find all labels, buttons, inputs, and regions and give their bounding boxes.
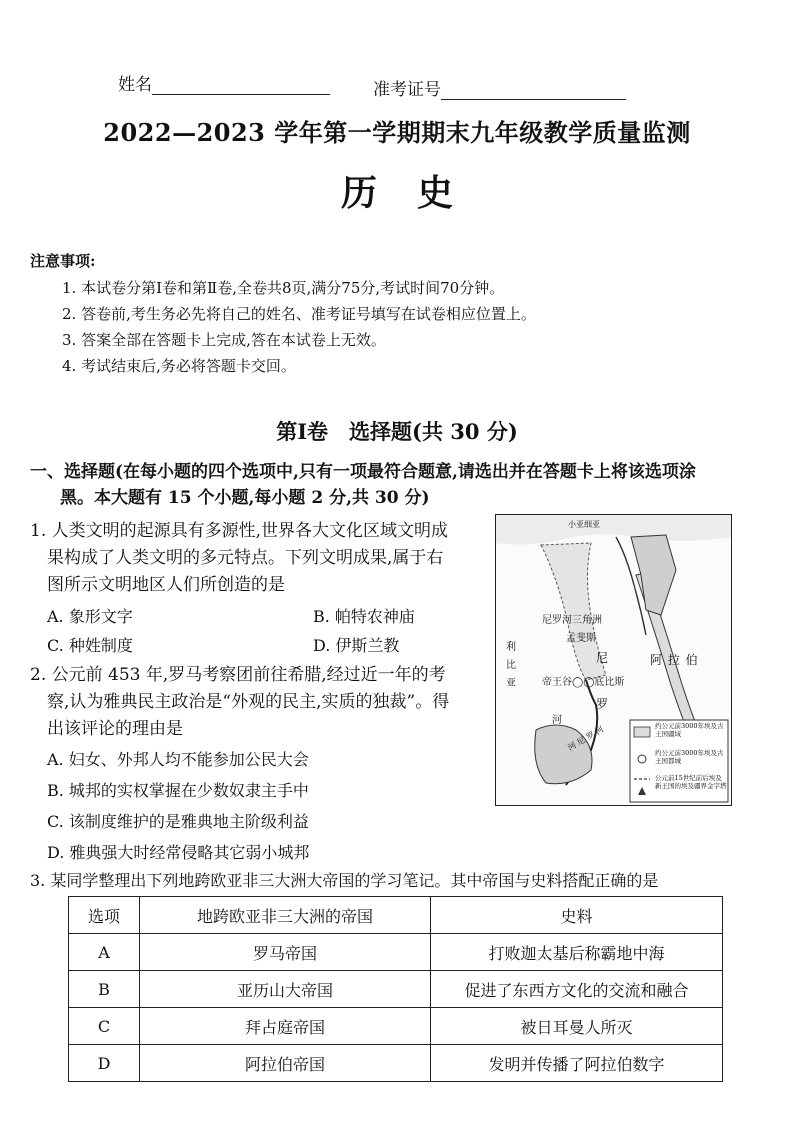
map-label-libya: 利 比 亚: [506, 642, 516, 689]
q2-option-b[interactable]: B. 城邦的实权掌握在少数奴隶主手中: [47, 781, 309, 800]
exam-title: 2022—2023 学年第一学期期末九年级教学质量监测: [103, 118, 691, 147]
q1-option-b[interactable]: B. 帕特农神庙: [313, 607, 415, 626]
name-blank[interactable]: [152, 76, 330, 95]
subject-title: 历史: [340, 172, 493, 214]
q1-line-3: 图所示文明地区人们所创造的是: [47, 575, 285, 595]
table-cell: 打败迦太基后称霸地中海: [431, 934, 723, 971]
q1-option-d[interactable]: D. 伊斯兰教: [313, 636, 400, 655]
notice-item-2: 2. 答卷前,考生务必先将自己的姓名、准考证号填写在试卷相应位置上。: [62, 305, 536, 323]
q1-option-a[interactable]: A. 象形文字: [47, 607, 133, 626]
section-instruction-2: 黑。本大题有 15 个小题,每小题 2 分,共 30 分): [60, 488, 430, 508]
q2-option-c[interactable]: C. 该制度维护的是雅典地主阶级利益: [47, 812, 309, 831]
map-label-delta: 尼罗河三角洲: [542, 615, 602, 626]
table-cell: B: [69, 971, 140, 1008]
name-field-row: [118, 70, 330, 95]
q3-stem: 3. 某同学整理出下列地跨欧亚非三大洲大帝国的学习笔记。其中帝国与史料搭配正确的是: [30, 871, 659, 890]
legend-item-1: 约公元前3000年埃及古王国疆域: [655, 722, 724, 738]
table-cell: 被日耳曼人所灭: [431, 1008, 723, 1045]
map-label-memphis: 孟斐斯: [566, 633, 596, 644]
map-label-luo: 罗: [596, 697, 609, 711]
table-header-cell: 地跨欧亚非三大洲的帝国: [140, 897, 431, 934]
map-label-arabia: 阿 拉 伯: [650, 653, 699, 667]
map-label-he: 河: [552, 715, 562, 726]
section-title: 第Ⅰ卷 选择题(共 30 分): [276, 419, 518, 444]
q2-line-2: 察,认为雅典民主政治是“外观的民主,实质的独裁”。得: [47, 692, 450, 712]
table-cell: 亚历山大帝国: [140, 971, 431, 1008]
q2-option-a[interactable]: A. 妇女、外邦人均不能参加公民大会: [47, 750, 309, 769]
table-row[interactable]: [69, 1045, 723, 1082]
notice-item-1: 1. 本试卷分第Ⅰ卷和第Ⅱ卷,全卷共8页,满分75分,考试时间70分钟。: [62, 279, 505, 297]
map-label-lower: 河 尼 罗 河: [566, 724, 606, 753]
ticket-field-row: [373, 75, 626, 100]
q2-line-1: 2. 公元前 453 年,罗马考察团前往希腊,经过近一年的考: [30, 665, 446, 685]
notice-item-4: 4. 考试结束后,务必将答题卡交回。: [62, 357, 296, 375]
table-cell: 罗马帝国: [140, 934, 431, 971]
table-header-cell: 史料: [431, 897, 723, 934]
table-cell: C: [69, 1008, 140, 1045]
map-label-top: 小亚细亚: [568, 520, 600, 529]
ticket-label: 准考证号: [373, 80, 441, 100]
table-row[interactable]: [69, 934, 723, 971]
table-row[interactable]: [69, 1008, 723, 1045]
q1-line-1: 1. 人类文明的起源具有多源性,世界各大文化区域文明成: [30, 521, 449, 541]
table-cell: 拜占庭帝国: [140, 1008, 431, 1045]
section-instruction-1: 一、选择题(在每小题的四个选项中,只有一项最符合题意,请选出并在答题卡上将该选项涂: [30, 462, 696, 482]
map-label-nile: 尼: [596, 651, 609, 665]
notice-item-3: 3. 答案全部在答题卡上完成,答在本试卷上无效。: [62, 331, 386, 349]
ticket-blank[interactable]: [441, 81, 626, 100]
q1-option-c[interactable]: C. 种姓制度: [47, 636, 133, 655]
q2-line-3: 出该评论的理由是: [47, 719, 183, 739]
q2-option-d[interactable]: D. 雅典强大时经常侵略其它弱小城邦: [47, 843, 310, 862]
table-cell: 促进了东西方文化的交流和融合: [431, 971, 723, 1008]
map-label-thebes: 帝王谷◯◯底比斯: [542, 677, 625, 688]
table-cell: D: [69, 1045, 140, 1082]
notice-title: 注意事项:: [30, 252, 96, 270]
table-header-row: [69, 897, 723, 934]
table-cell: A: [69, 934, 140, 971]
legend-item-2: 约公元前3000年埃及古王国都城: [655, 749, 724, 765]
table-cell: 阿拉伯帝国: [140, 1045, 431, 1082]
q1-line-2: 果构成了人类文明的多元特点。下列文明成果,属于右: [47, 548, 444, 568]
egypt-map-figure: [495, 514, 732, 806]
table-row[interactable]: [69, 971, 723, 1008]
table-cell: 发明并传播了阿拉伯数字: [431, 1045, 723, 1082]
legend-item-3: 公元前15世纪前后埃及新王国的埃及疆界金字塔: [655, 774, 727, 790]
table-header-cell: 选项: [69, 897, 140, 934]
name-label: 姓名: [118, 75, 152, 95]
q3-table: [68, 896, 723, 1082]
